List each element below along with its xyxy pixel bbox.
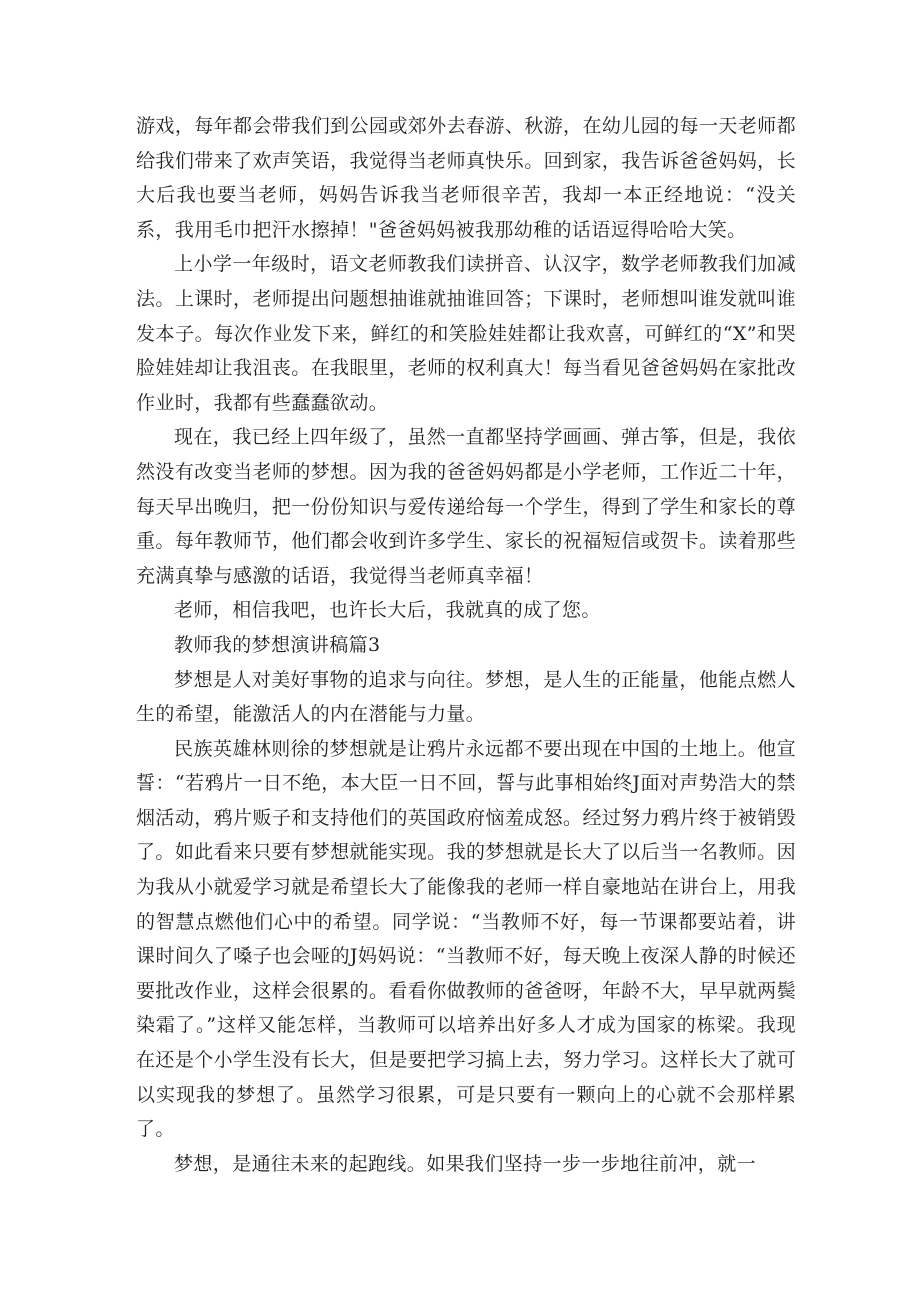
paragraph-5: 梦想是人对美好事物的追求与向往。梦想，是人生的正能量，他能点燃人生的希望，能激活人的内在潜能与力量。 xyxy=(136,668,796,726)
paragraph-2: 上小学一年级时，语文老师教我们读拼音、认汉字，数学老师教我们加减法。上课时，老师提出问题想抽谁就抽谁回答；下课时，老师想叫谁发就叫谁发本子。每次作业发下来，鲜红的和笑脸娃娃都让我欢喜，可鲜红的“X”和哭脸娃娃却让我沮丧。在我眼里，老师的权利真大！每当看见爸爸妈妈在家批改作业时，我都有些蠢蠢欲动。 xyxy=(136,253,796,414)
paragraph-3: 现在，我已经上四年级了，虽然一直都坚持学画画、弹古筝，但是，我依然没有改变当老师的梦想。因为我的爸爸妈妈都是小学老师，工作近二十年，每天早出晚归，把一份份知识与爱传递给每一个学生，得到了学生和家长的尊重。每年教师节，他们都会收到许多学生、家长的祝福短信或贺卡。读着那些充满真挚与感激的话语，我觉得当老师真幸福！ xyxy=(136,426,796,587)
paragraph-4: 老师，相信我吧，也许长大后，我就真的成了您。 xyxy=(174,599,601,622)
paragraph-7: 梦想，是通往未来的起跑线。如果我们坚持一步一步地往前冲，就一 xyxy=(174,1152,757,1175)
document-body xyxy=(136,109,796,1181)
paragraph-6: 民族英雄林则徐的梦想就是让鸦片永远都不要出现在中国的土地上。他宣誓：“若鸦片一日不绝，本大臣一日不回，誓与此事相始终J面对声势浩大的禁烟活动，鸦片贩子和支持他们的英国政府恼羞成怒。经过努力鸦片终于被销毁了。如此看来只要有梦想就能实现。我的梦想就是长大了以后当一名教师。因为我从小就爱学习就是希望长大了能像我的老师一样自豪地站在讲台上，用我的智慧点燃他们心中的希望。同学说：“当教师不好，每一节课都要站着，讲课时间久了嗓子也会哑的J妈妈说：“当教师不好，每天晚上夜深人静的时候还要批改作业，这样会很累的。看看你做教师的爸爸呀，年龄不大，早早就两鬓染霜了。”这样又能怎样，当教师可以培养出好多人才成为国家的栋梁。我现在还是个小学生没有长大，但是要把学习搞上去，努力学习。这样长大了就可以实现我的梦想了。虽然学习很累，可是只要有一颗向上的心就不会那样累了。 xyxy=(136,737,796,1141)
paragraph-1: 游戏，每年都会带我们到公园或郊外去春游、秋游，在幼儿园的每一天老师都给我们带来了欢声笑语，我觉得当老师真快乐。回到家，我告诉爸爸妈妈，长大后我也要当老师，妈妈告诉我当老师很辛苦，我却一本正经地说：“没关系，我用毛巾把汗水擦掉！"爸爸妈妈被我那幼稚的话语逗得哈哈大笑。 xyxy=(136,115,796,241)
section-heading: 教师我的梦想演讲稿篇3 xyxy=(174,633,381,656)
